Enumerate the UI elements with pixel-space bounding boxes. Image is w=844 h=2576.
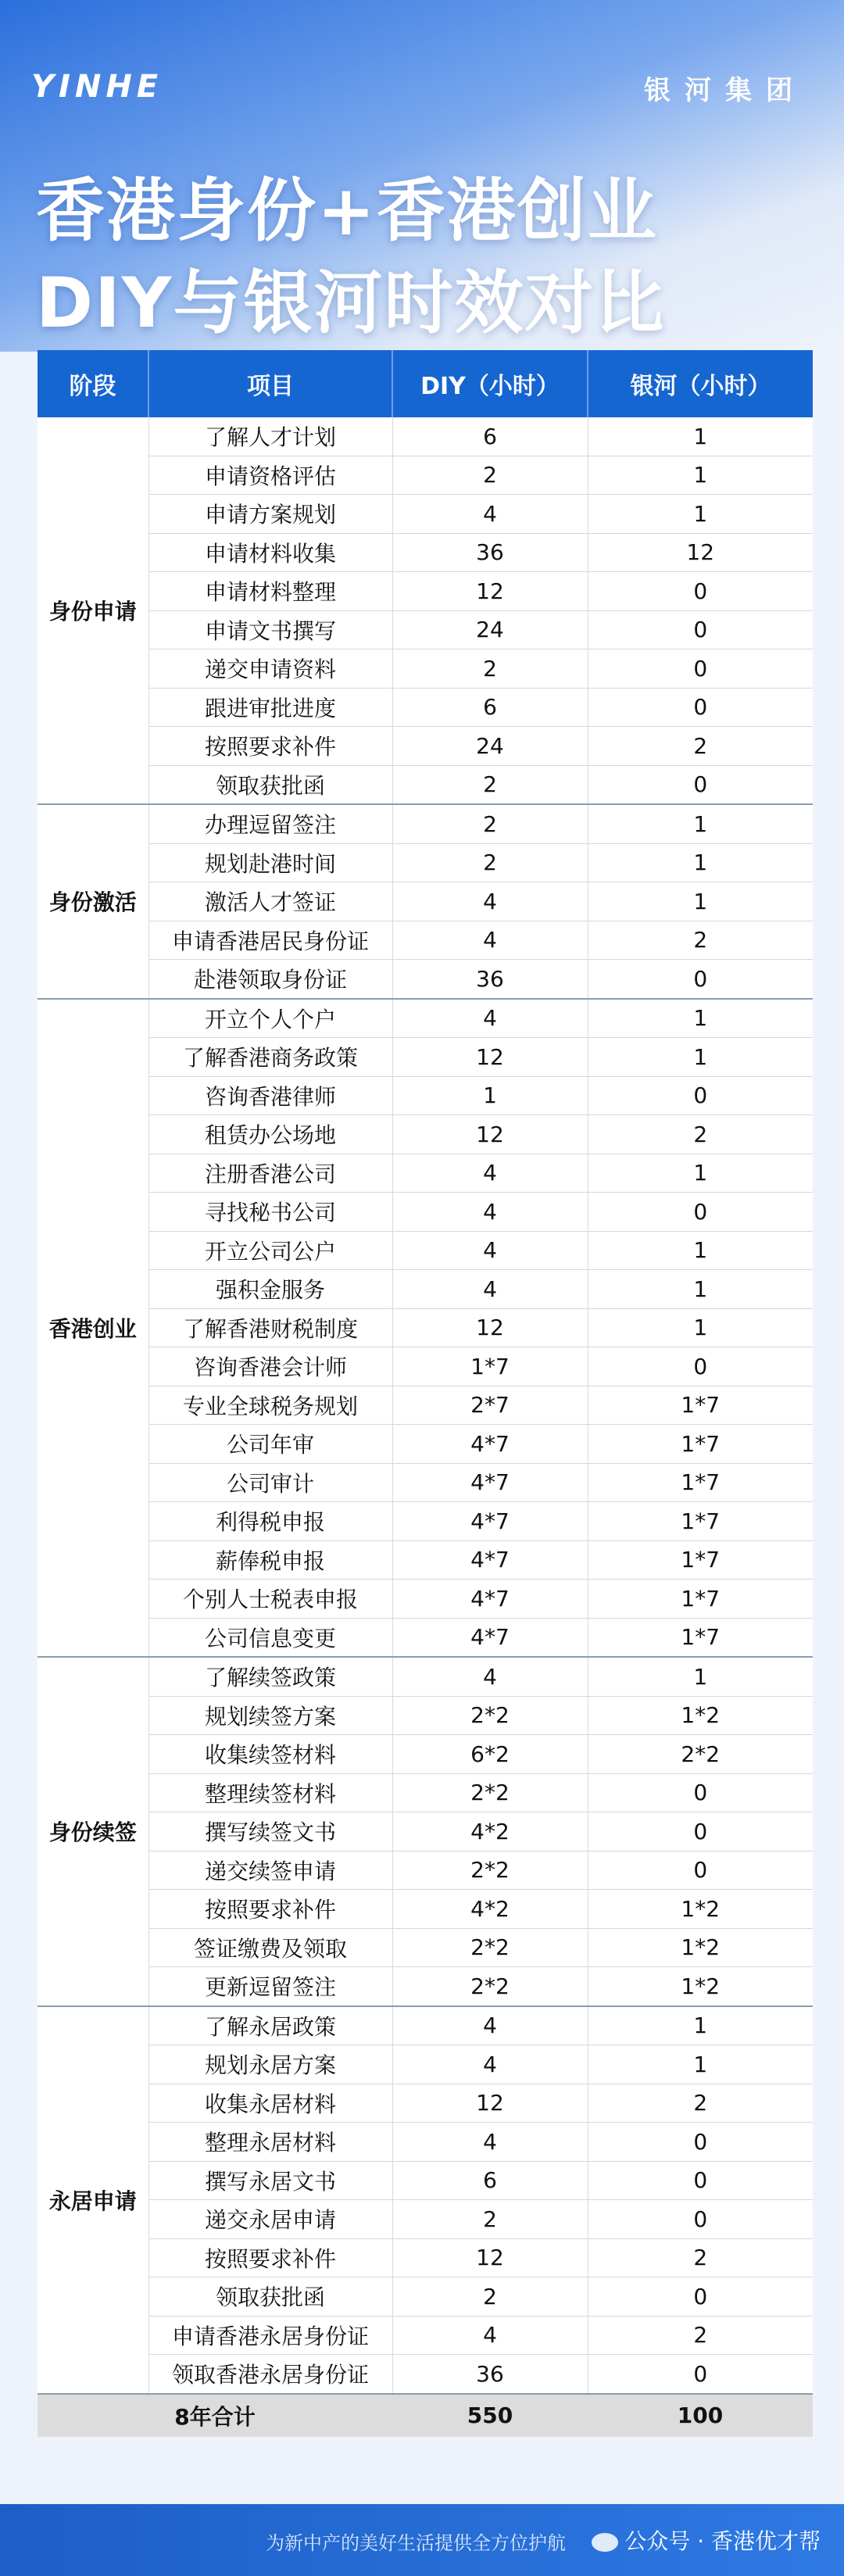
yinhe-cell: 1*2 — [588, 1967, 813, 2006]
yinhe-cell: 0 — [588, 1347, 813, 1386]
table-row — [38, 1038, 813, 1077]
table-row — [38, 649, 813, 689]
diy-cell: 2*2 — [392, 1851, 588, 1890]
stage-cell: 身份申请 — [38, 417, 148, 804]
table-row — [38, 1193, 813, 1232]
item-cell: 开立公司公户 — [148, 1231, 392, 1270]
yinhe-cell: 1*2 — [588, 1696, 813, 1735]
yinhe-cell: 0 — [588, 1193, 813, 1232]
yinhe-cell: 1 — [588, 1270, 813, 1309]
diy-cell: 2 — [392, 2277, 588, 2317]
item-cell: 专业全球税务规划 — [148, 1386, 392, 1425]
yinhe-cell: 1 — [588, 417, 813, 456]
yinhe-cell: 2 — [588, 2238, 813, 2277]
item-cell: 申请材料整理 — [148, 572, 392, 611]
item-cell: 了解香港财税制度 — [148, 1308, 392, 1347]
footer-account — [592, 2524, 821, 2556]
diy-cell: 4 — [392, 1193, 588, 1232]
diy-cell: 4*7 — [392, 1502, 588, 1541]
table-row — [38, 1115, 813, 1154]
diy-cell: 4*7 — [392, 1618, 588, 1657]
yinhe-cell: 2 — [588, 921, 813, 960]
table-row — [38, 572, 813, 611]
diy-cell: 2 — [392, 649, 588, 689]
item-cell: 递交永居申请 — [148, 2200, 392, 2239]
table-row — [38, 610, 813, 649]
table-row — [38, 1618, 813, 1657]
diy-cell: 4 — [392, 2316, 588, 2355]
diy-cell: 36 — [392, 960, 588, 999]
yinhe-cell: 0 — [588, 1076, 813, 1115]
table-row — [38, 921, 813, 960]
table-row — [38, 1890, 813, 1929]
table-row — [38, 1928, 813, 1967]
item-cell: 激活人才签证 — [148, 882, 392, 921]
table-row — [38, 1425, 813, 1464]
column-header-diy: DIY（小时） — [392, 350, 588, 417]
item-cell: 公司年审 — [148, 1425, 392, 1464]
yinhe-cell: 1*7 — [588, 1580, 813, 1619]
table-row — [38, 765, 813, 804]
item-cell: 整理永居材料 — [148, 2123, 392, 2162]
table-row — [38, 1231, 813, 1270]
yinhe-cell: 0 — [588, 610, 813, 649]
yinhe-cell: 0 — [588, 960, 813, 999]
total-label: 8年合计 — [38, 2394, 392, 2437]
diy-cell: 1*7 — [392, 1347, 588, 1386]
table-row — [38, 495, 813, 534]
yinhe-cell: 2 — [588, 727, 813, 766]
table-row — [38, 417, 813, 456]
table-row — [38, 2316, 813, 2355]
table-row — [38, 1851, 813, 1890]
page-title-line2: DIY与银河时效对比 — [36, 263, 666, 343]
item-cell: 开立个人个户 — [148, 999, 392, 1038]
diy-cell: 12 — [392, 1308, 588, 1347]
table-row — [38, 533, 813, 572]
table-row — [38, 2084, 813, 2123]
table-row — [38, 882, 813, 921]
diy-cell: 2*2 — [392, 1967, 588, 2006]
diy-cell: 4 — [392, 495, 588, 534]
diy-cell: 4*2 — [392, 1812, 588, 1852]
yinhe-cell: 0 — [588, 2123, 813, 2162]
table-row — [38, 1463, 813, 1502]
diy-cell: 2 — [392, 456, 588, 495]
item-cell: 了解续签政策 — [148, 1657, 392, 1696]
group-name: 银河集团 — [644, 75, 806, 106]
yinhe-cell: 2 — [588, 2084, 813, 2123]
diy-cell: 6 — [392, 417, 588, 456]
comparison-table — [38, 350, 813, 2437]
header-banner — [0, 0, 844, 352]
item-cell: 签证缴费及领取 — [148, 1928, 392, 1967]
yinhe-cell: 0 — [588, 649, 813, 689]
diy-cell: 4 — [392, 1270, 588, 1309]
stage-cell: 永居申请 — [38, 2006, 148, 2394]
diy-cell: 4 — [392, 2123, 588, 2162]
yinhe-cell: 0 — [588, 1851, 813, 1890]
item-cell: 规划赴港时间 — [148, 843, 392, 882]
diy-cell: 12 — [392, 1115, 588, 1154]
yinhe-cell: 1*7 — [588, 1386, 813, 1425]
item-cell: 薪俸税申报 — [148, 1540, 392, 1580]
total-diy: 550 — [392, 2394, 588, 2437]
item-cell: 申请香港永居身份证 — [148, 2316, 392, 2355]
yinhe-cell: 0 — [588, 2200, 813, 2239]
item-cell: 了解香港商务政策 — [148, 1038, 392, 1077]
item-cell: 注册香港公司 — [148, 1154, 392, 1193]
item-cell: 申请材料收集 — [148, 533, 392, 572]
yinhe-cell: 1 — [588, 1154, 813, 1193]
diy-cell: 2*2 — [392, 1773, 588, 1812]
brand-logo: YINHE — [31, 69, 163, 105]
yinhe-cell: 1 — [588, 1657, 813, 1696]
footer-slogan: 为新中产的美好生活提供全方位护航 — [266, 2532, 566, 2554]
table-row — [38, 1386, 813, 1425]
diy-cell: 36 — [392, 2355, 588, 2394]
table-row — [38, 843, 813, 882]
account-name: 公众号 · 香港优才帮 — [624, 2528, 821, 2554]
table-row — [38, 727, 813, 766]
diy-cell: 4*7 — [392, 1540, 588, 1580]
item-cell: 递交申请资料 — [148, 649, 392, 689]
item-cell: 规划永居方案 — [148, 2045, 392, 2084]
diy-cell: 4 — [392, 2045, 588, 2084]
diy-cell: 4*7 — [392, 1425, 588, 1464]
item-cell: 了解永居政策 — [148, 2006, 392, 2045]
yinhe-cell: 1*7 — [588, 1540, 813, 1580]
yinhe-cell: 1 — [588, 1231, 813, 1270]
diy-cell: 6 — [392, 2161, 588, 2200]
yinhe-cell: 12 — [588, 533, 813, 572]
table-row — [38, 1540, 813, 1580]
item-cell: 申请方案规划 — [148, 495, 392, 534]
yinhe-cell: 1*7 — [588, 1502, 813, 1541]
diy-cell: 2 — [392, 804, 588, 843]
stage-cell: 香港创业 — [38, 999, 148, 1658]
diy-cell: 4 — [392, 882, 588, 921]
table-row — [38, 1657, 813, 1696]
yinhe-cell: 1*2 — [588, 1890, 813, 1929]
yinhe-cell: 1 — [588, 1308, 813, 1347]
yinhe-cell: 1 — [588, 2006, 813, 2045]
item-cell: 租赁办公场地 — [148, 1115, 392, 1154]
column-header-stage: 阶段 — [38, 350, 148, 417]
item-cell: 跟进审批进度 — [148, 688, 392, 727]
table-row — [38, 688, 813, 727]
diy-cell: 4 — [392, 1657, 588, 1696]
table-row — [38, 960, 813, 999]
table-row — [38, 1580, 813, 1619]
item-cell: 领取获批函 — [148, 765, 392, 804]
table-row — [38, 2045, 813, 2084]
item-cell: 个别人士税表申报 — [148, 1580, 392, 1619]
yinhe-cell: 1 — [588, 843, 813, 882]
table-header-row — [38, 350, 813, 417]
table-row — [38, 2006, 813, 2045]
diy-cell: 2 — [392, 2200, 588, 2239]
yinhe-cell: 1*7 — [588, 1618, 813, 1657]
item-cell: 办理逗留签注 — [148, 804, 392, 843]
yinhe-cell: 0 — [588, 2277, 813, 2317]
table-row — [38, 1773, 813, 1812]
table-row — [38, 1812, 813, 1852]
total-row — [38, 2394, 813, 2437]
yinhe-cell: 1 — [588, 456, 813, 495]
yinhe-cell: 1*7 — [588, 1425, 813, 1464]
item-cell: 领取获批函 — [148, 2277, 392, 2317]
page-title-line1: 香港身份+香港创业 — [36, 170, 658, 251]
table-row — [38, 2161, 813, 2200]
yinhe-cell: 1 — [588, 804, 813, 843]
diy-cell: 4*7 — [392, 1580, 588, 1619]
table-row — [38, 2200, 813, 2239]
item-cell: 咨询香港律师 — [148, 1076, 392, 1115]
table-row — [38, 2277, 813, 2317]
item-cell: 申请文书撰写 — [148, 610, 392, 649]
item-cell: 按照要求补件 — [148, 2238, 392, 2277]
item-cell: 领取香港永居身份证 — [148, 2355, 392, 2394]
table-row — [38, 1270, 813, 1309]
item-cell: 强积金服务 — [148, 1270, 392, 1309]
item-cell: 赴港领取身份证 — [148, 960, 392, 999]
item-cell: 申请香港居民身份证 — [148, 921, 392, 960]
yinhe-cell: 0 — [588, 1812, 813, 1852]
item-cell: 咨询香港会计师 — [148, 1347, 392, 1386]
stage-cell: 身份续签 — [38, 1657, 148, 2006]
table-row — [38, 1347, 813, 1386]
diy-cell: 12 — [392, 2084, 588, 2123]
table-row — [38, 456, 813, 495]
yinhe-cell: 2 — [588, 1115, 813, 1154]
diy-cell: 6*2 — [392, 1735, 588, 1774]
item-cell: 按照要求补件 — [148, 727, 392, 766]
item-cell: 寻找秘书公司 — [148, 1193, 392, 1232]
item-cell: 按照要求补件 — [148, 1890, 392, 1929]
item-cell: 利得税申报 — [148, 1502, 392, 1541]
diy-cell: 12 — [392, 2238, 588, 2277]
column-header-yinhe: 银河（小时） — [588, 350, 813, 417]
diy-cell: 6 — [392, 688, 588, 727]
item-cell: 撰写永居文书 — [148, 2161, 392, 2200]
diy-cell: 4*2 — [392, 1890, 588, 1929]
yinhe-cell: 0 — [588, 2161, 813, 2200]
diy-cell: 4*7 — [392, 1463, 588, 1502]
comparison-table-container — [38, 350, 813, 2437]
yinhe-cell: 1*2 — [588, 1928, 813, 1967]
diy-cell: 36 — [392, 533, 588, 572]
table-row — [38, 999, 813, 1038]
wechat-icon — [592, 2533, 618, 2552]
diy-cell: 2 — [392, 765, 588, 804]
column-header-item: 项目 — [148, 350, 392, 417]
table-row — [38, 1502, 813, 1541]
yinhe-cell: 0 — [588, 765, 813, 804]
yinhe-cell: 1 — [588, 1038, 813, 1077]
item-cell: 递交续签申请 — [148, 1851, 392, 1890]
item-cell: 更新逗留签注 — [148, 1967, 392, 2006]
diy-cell: 2*2 — [392, 1696, 588, 1735]
yinhe-cell: 1 — [588, 999, 813, 1038]
footer-bar — [0, 2504, 844, 2576]
diy-cell: 24 — [392, 727, 588, 766]
diy-cell: 4 — [392, 1154, 588, 1193]
item-cell: 了解人才计划 — [148, 417, 392, 456]
yinhe-cell: 1 — [588, 495, 813, 534]
table-row — [38, 1735, 813, 1774]
table-row — [38, 2238, 813, 2277]
item-cell: 收集续签材料 — [148, 1735, 392, 1774]
diy-cell: 2*7 — [392, 1386, 588, 1425]
yinhe-cell: 1*7 — [588, 1463, 813, 1502]
diy-cell: 4 — [392, 2006, 588, 2045]
diy-cell: 4 — [392, 1231, 588, 1270]
table-row — [38, 1696, 813, 1735]
table-row — [38, 1154, 813, 1193]
item-cell: 公司审计 — [148, 1463, 392, 1502]
item-cell: 规划续签方案 — [148, 1696, 392, 1735]
total-yinhe: 100 — [588, 2394, 813, 2437]
yinhe-cell: 2 — [588, 2316, 813, 2355]
yinhe-cell: 0 — [588, 2355, 813, 2394]
table-row — [38, 2355, 813, 2394]
yinhe-cell: 2*2 — [588, 1735, 813, 1774]
item-cell: 撰写续签文书 — [148, 1812, 392, 1852]
diy-cell: 12 — [392, 1038, 588, 1077]
item-cell: 公司信息变更 — [148, 1618, 392, 1657]
table-body — [38, 417, 813, 2394]
item-cell: 整理续签材料 — [148, 1773, 392, 1812]
yinhe-cell: 0 — [588, 572, 813, 611]
diy-cell: 12 — [392, 572, 588, 611]
item-cell: 申请资格评估 — [148, 456, 392, 495]
yinhe-cell: 0 — [588, 1773, 813, 1812]
table-row — [38, 1308, 813, 1347]
yinhe-cell: 1 — [588, 882, 813, 921]
yinhe-cell: 1 — [588, 2045, 813, 2084]
diy-cell: 2 — [392, 843, 588, 882]
stage-cell: 身份激活 — [38, 804, 148, 999]
table-row — [38, 804, 813, 843]
table-row — [38, 2123, 813, 2162]
table-row — [38, 1076, 813, 1115]
item-cell: 收集永居材料 — [148, 2084, 392, 2123]
diy-cell: 24 — [392, 610, 588, 649]
yinhe-cell: 0 — [588, 688, 813, 727]
diy-cell: 2*2 — [392, 1928, 588, 1967]
diy-cell: 1 — [392, 1076, 588, 1115]
diy-cell: 4 — [392, 921, 588, 960]
table-row — [38, 1967, 813, 2006]
diy-cell: 4 — [392, 999, 588, 1038]
